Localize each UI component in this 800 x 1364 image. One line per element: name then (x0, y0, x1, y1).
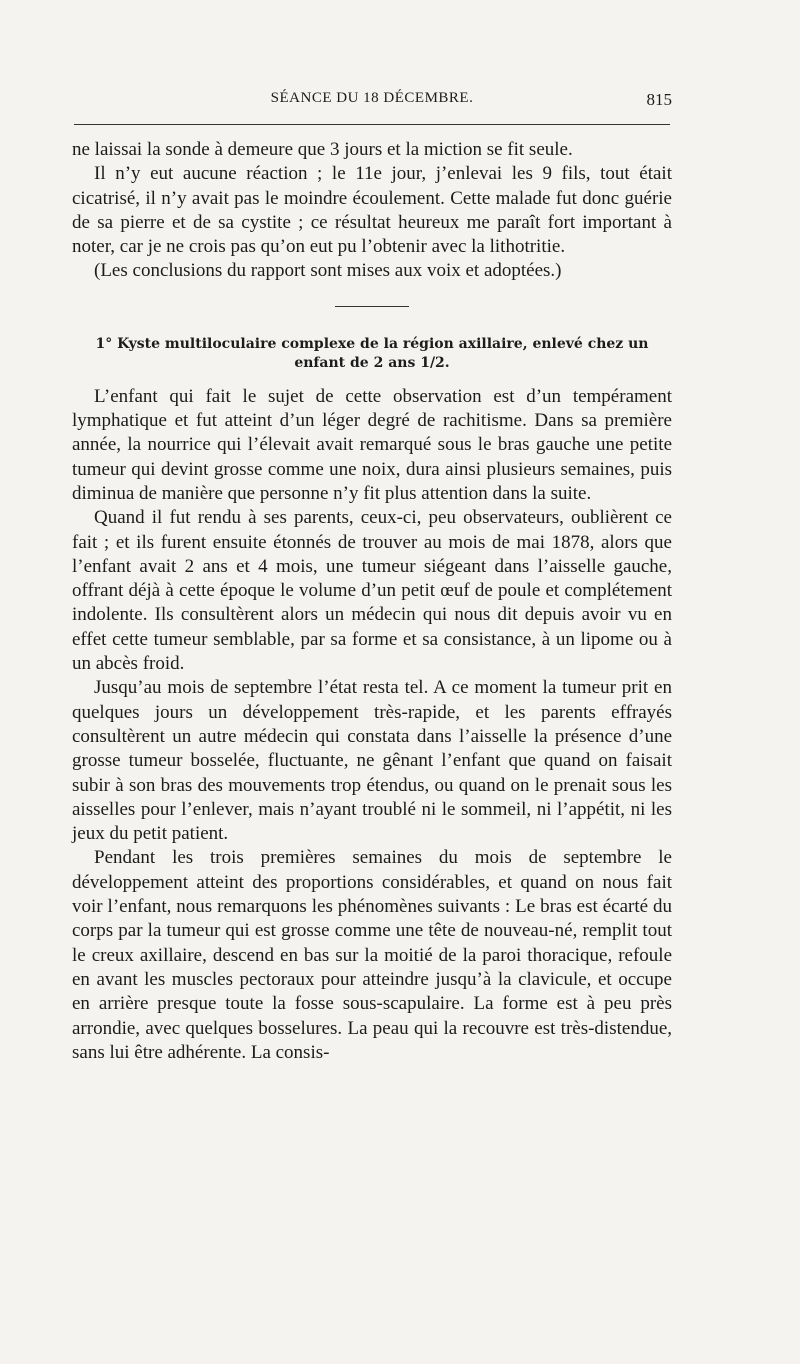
paragraph: Pendant les trois premières semaines du mois de septembre le développement atteint des proportions considérables, et quand on nous fait voir l’enfant, nous remarquons les phénomènes suivants : Le bras est écarté du corps par la tumeur qui est grosse comme une tête de nouveau-né, remplit tout le creux axillaire, descend en bas sur la moitié de la paroi thoracique, refoule en avant les muscles pectoraux pour atteindre jusqu’à la clavicule, et occupe en arrière presque toute la fosse sous-scapulaire. La forme est à peu près arrondie, avec quelques bosselures. La peau qui la recouvre est très-distendue, sans lui être adhérente. La consis- (72, 847, 672, 1063)
paragraph: Quand il fut rendu à ses parents, ceux-ci, peu observateurs, oublièrent ce fait ; et ils furent ensuite étonnés de trouver au mois de mai 1878, alors que l’enfant avait 2 ans et 4 mois, une tumeur siégeant dans l’aisselle gauche, offrant déjà à cette époque le volume d’un petit œuf de poule et complétement indolente. Ils consultèrent alors un médecin qui nous dit depuis avoir vu en effet cette tumeur semblable, par sa forme et sa consistance, à un lipome ou à un abcès froid. (72, 507, 672, 675)
section-heading: 1° Kyste multiloculaire complexe de la région axillaire, enlevé chez un enfant de 2 ans 1/2. (95, 335, 649, 371)
paragraph: Jusqu’au mois de septembre l’état resta tel. A ce moment la tumeur prit en quelques jours un développement très-rapide, et les parents effrayés consultèrent un autre médecin qui constata dans l’aisselle la présence d’une grosse tumeur bosselée, fluctuante, ne gênant l’enfant que quand on faisait subir à son bras des mouvements trop étendus, ou quand on le prenait sous les aisselles pour l’enlever, mais n’ayant troublé ni le sommeil, ni l’appétit, ni les jeux du petit patient. (72, 677, 672, 845)
paragraph: Il n’y eut aucune réaction ; le 11e jour, j’enlevai les 9 fils, tout était cicatrisé, il n’y avait pas le moindre écoulement. Cette malade fut donc guérie de sa pierre et de sa cystite ; ce résultat heureux me paraît fort important à noter, car je ne crois pas qu’on eut pu l’obtenir avec la lithotritie. (72, 163, 672, 258)
section-divider (335, 306, 409, 307)
paragraph: L’enfant qui fait le sujet de cette observation est d’un tempérament lymphatique et fut atteint d’un léger degré de rachitisme. Dans sa première année, la nourrice qui l’élevait avait remarqué sous le bras gauche une petite tumeur qui devint grosse comme une noix, dura ainsi plusieurs semaines, puis diminua de manière que personne n’y fit plus attention dans la suite. (72, 385, 672, 504)
running-head (72, 90, 672, 114)
page-body (72, 138, 672, 1065)
page-number: 815 (646, 90, 672, 109)
header-rule (74, 124, 670, 125)
paragraph-continuation: ne laissai la sonde à demeure que 3 jours et la miction se fit seule. (72, 139, 573, 160)
running-title: SÉANCE DU 18 DÉCEMBRE. (270, 90, 474, 106)
paragraph-conclusions: (Les conclusions du rapport sont mises aux voix et adoptées.) (94, 260, 562, 282)
